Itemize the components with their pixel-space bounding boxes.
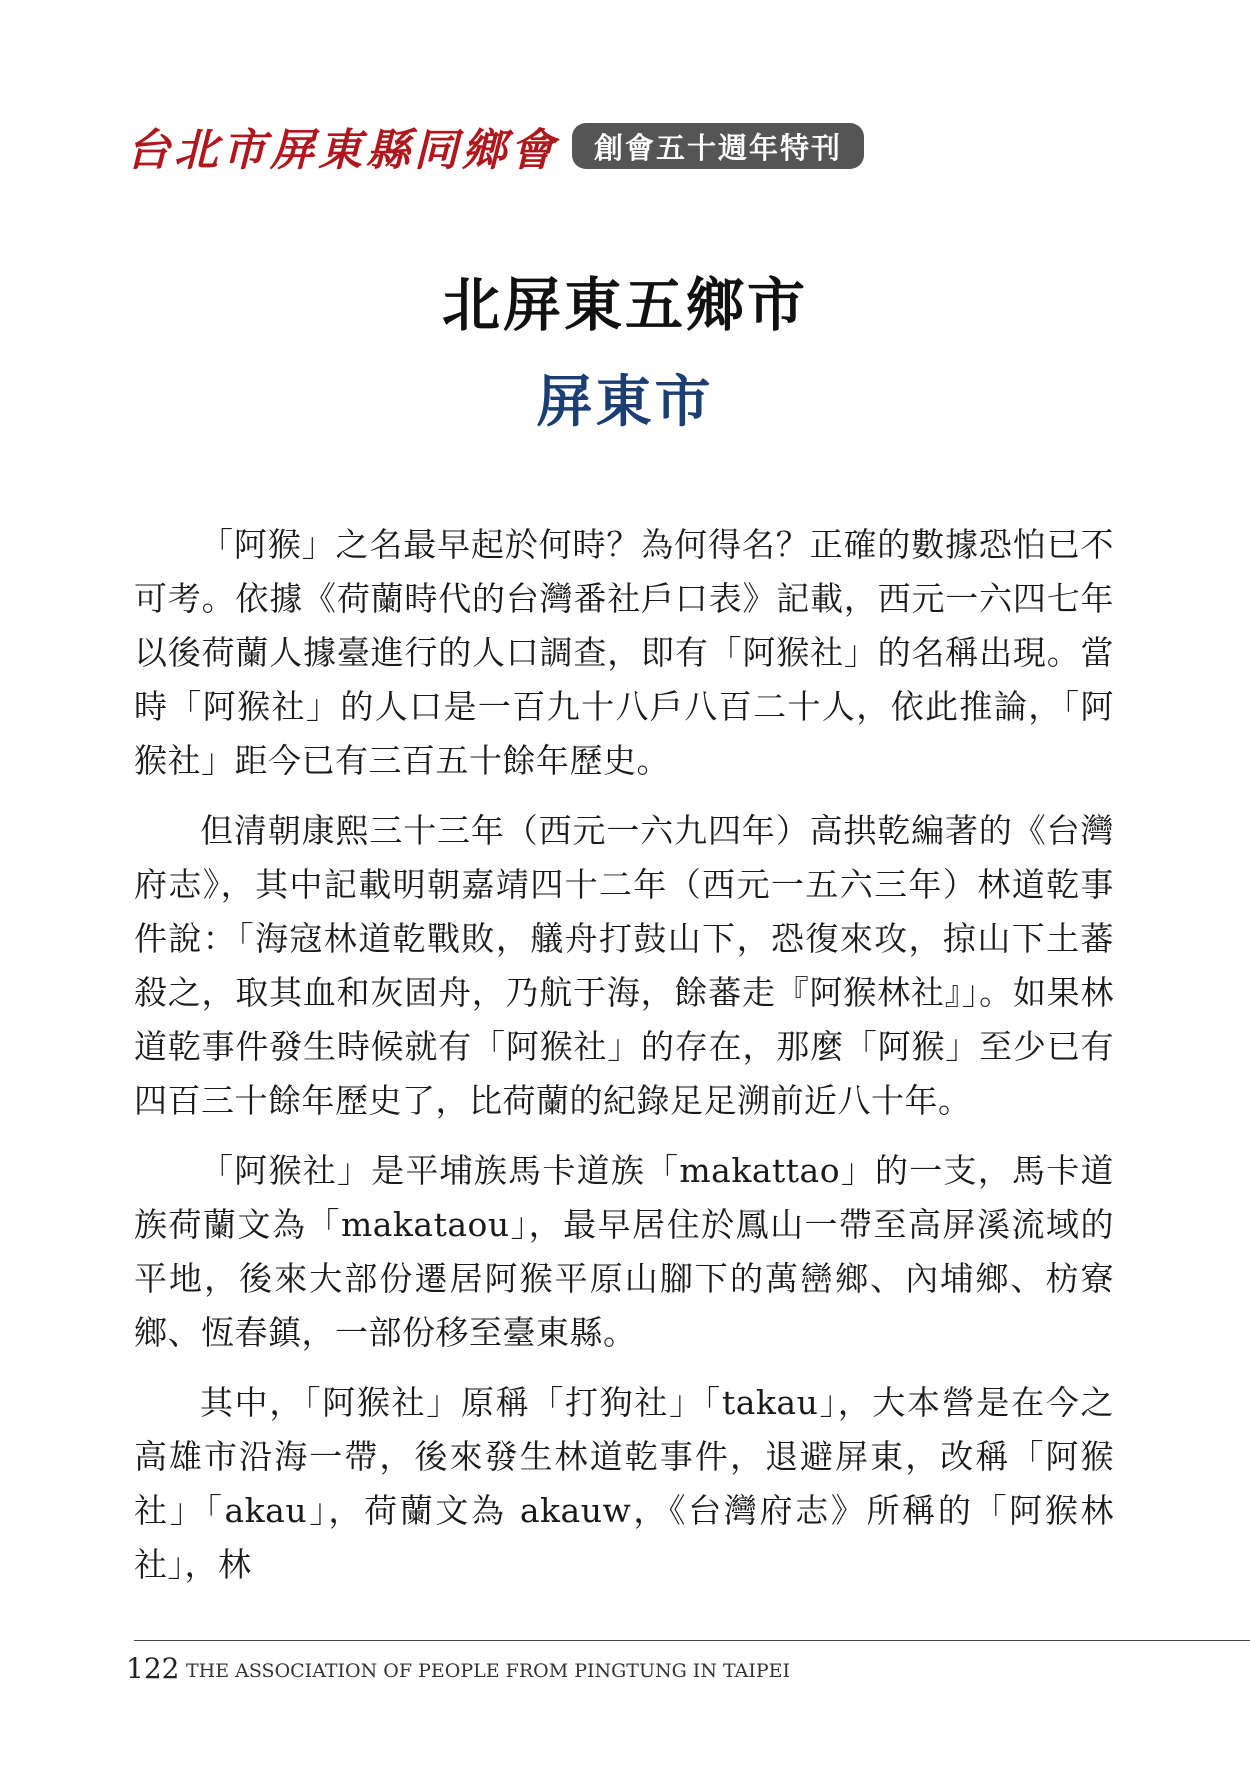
association-name: 台北市屏東縣同鄉會 [126, 125, 558, 176]
footer-divider [134, 1640, 1250, 1641]
anniversary-badge: 創會五十週年特刊 [572, 123, 864, 169]
page-header [126, 118, 864, 174]
article-title: 北屏東五鄉市 [441, 271, 808, 339]
paragraph-4: 其中，「阿猴社」原稱「打狗社」「takau」，大本營是在今之高雄市沿海一帶，後來發生林道乾事件，退避屏東，改稱「阿猴社」「akau」，荷蘭文為 akauw，《台灣府志》所稱的「阿猴林社」，林 [134, 1383, 1114, 1584]
article-subtitle: 屏東市 [536, 369, 714, 435]
paragraph-3: 「阿猴社」是平埔族馬卡道族「makattao」的一支，馬卡道族荷蘭文為「makataou」，最早居住於鳳山一帶至高屏溪流域的平地，後來大部份遷居阿猴平原山腳下的萬巒鄉、內埔鄉、枋寮鄉、恆春鎮，一部份移至臺東縣。 [134, 1151, 1114, 1352]
paragraph-1: 「阿猴」之名最早起於何時？為何得名？正確的數據恐怕已不可考。依據《荷蘭時代的台灣番社戶口表》記載，西元一六四七年以後荷蘭人據臺進行的人口調查，即有「阿猴社」的名稱出現。當時「阿猴社」的人口是一百九十八戶八百二十人，依此推論，「阿猴社」距今已有三百五十餘年歷史。 [134, 525, 1114, 780]
page-number: 122 [126, 1652, 180, 1685]
publication-name: THE ASSOCIATION OF PEOPLE FROM PINGTUNG IN TAIPEI [186, 1660, 791, 1682]
article-body [134, 518, 1114, 1608]
paragraph-2: 但清朝康熙三十三年（西元一六九四年）高拱乾編著的《台灣府志》，其中記載明朝嘉靖四十二年（西元一五六三年）林道乾事件說：「海寇林道乾戰敗，艤舟打鼓山下，恐復來攻，掠山下土蕃殺之，取其血和灰固舟，乃航于海，餘蕃走『阿猴林社』」。如果林道乾事件發生時候就有「阿猴社」的存在，那麼「阿猴」至少已有四百三十餘年歷史了，比荷蘭的紀錄足足溯前近八十年。 [134, 811, 1114, 1120]
